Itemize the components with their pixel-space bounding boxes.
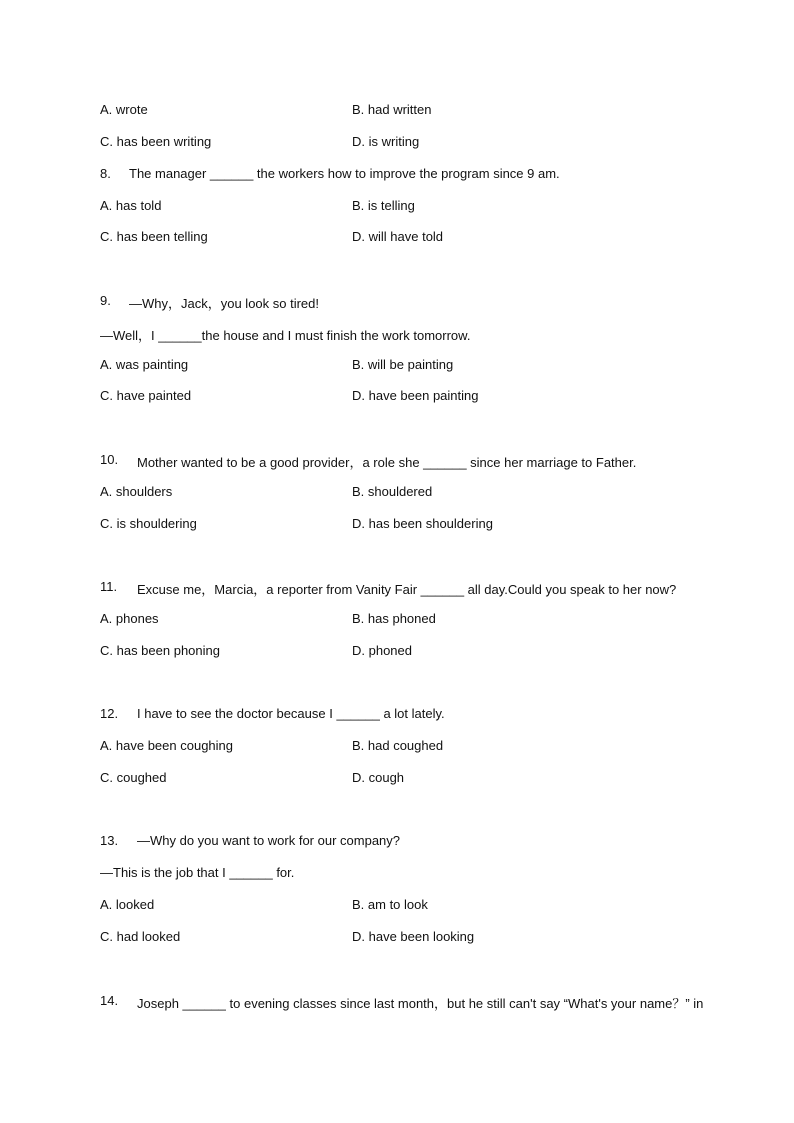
q12-option-d: D. cough bbox=[352, 770, 405, 785]
q13-option-b: B. am to look bbox=[352, 897, 428, 912]
q14-stem: Joseph ______ to evening classes since last month，but he still can't say “What's your name？” in bbox=[137, 996, 704, 1011]
q9-stem: —Why，Jack，you look so tired! bbox=[129, 296, 320, 311]
q11-option-c: C. has been phoning bbox=[100, 643, 220, 658]
q8-option-d: D. will have told bbox=[352, 229, 444, 244]
q10-option-c: C. is shouldering bbox=[100, 516, 197, 531]
q12-option-b: B. had coughed bbox=[352, 738, 444, 753]
q12-option-a: A. have been coughing bbox=[100, 738, 233, 753]
q7-option-a: A. wrote bbox=[100, 102, 148, 117]
q13-number: 13. bbox=[100, 833, 119, 848]
q13-stem: —Why do you want to work for our company? bbox=[137, 833, 401, 848]
q13-option-c: C. had looked bbox=[100, 929, 181, 944]
q8-number: 8. bbox=[100, 166, 111, 181]
q10-stem: Mother wanted to be a good provider，a role she ______ since her marriage to Father. bbox=[137, 455, 637, 470]
q13-option-a: A. looked bbox=[100, 897, 155, 912]
q7-option-c: C. has been writing bbox=[100, 134, 212, 149]
q7-option-b: B. had written bbox=[352, 102, 432, 117]
q10-option-d: D. has been shouldering bbox=[352, 516, 493, 531]
q14-number: 14. bbox=[100, 993, 119, 1008]
q10-option-a: A. shoulders bbox=[100, 484, 173, 499]
q9-option-d: D. have been painting bbox=[352, 388, 479, 403]
q10-option-b: B. shouldered bbox=[352, 484, 433, 499]
q9-option-b: B. will be painting bbox=[352, 357, 454, 372]
q8-option-b: B. is telling bbox=[352, 198, 415, 213]
q11-option-b: B. has phoned bbox=[352, 611, 436, 626]
q9-option-c: C. have painted bbox=[100, 388, 192, 403]
q13-option-d: D. have been looking bbox=[352, 929, 475, 944]
q12-stem: I have to see the doctor because I ______ a lot lately. bbox=[137, 706, 445, 721]
q8-stem: The manager ______ the workers how to improve the program since 9 am. bbox=[129, 166, 560, 181]
q8-option-c: C. has been telling bbox=[100, 229, 208, 244]
q11-stem: Excuse me，Marcia，a reporter from Vanity Fair ______ all day.Could you speak to her now? bbox=[137, 582, 677, 597]
q12-option-c: C. coughed bbox=[100, 770, 167, 785]
q13-reply: —This is the job that I ______ for. bbox=[100, 865, 295, 880]
q7-option-d: D. is writing bbox=[352, 134, 420, 149]
q11-number: 11. bbox=[100, 579, 118, 594]
q8-option-a: A. has told bbox=[100, 198, 162, 213]
q10-number: 10. bbox=[100, 452, 119, 467]
q11-option-d: D. phoned bbox=[352, 643, 412, 658]
q9-option-a: A. was painting bbox=[100, 357, 189, 372]
q12-number: 12. bbox=[100, 706, 119, 721]
q9-number: 9. bbox=[100, 293, 111, 308]
q11-option-a: A. phones bbox=[100, 611, 159, 626]
q9-reply: —Well，I ______the house and I must finish the work tomorrow. bbox=[100, 328, 471, 343]
